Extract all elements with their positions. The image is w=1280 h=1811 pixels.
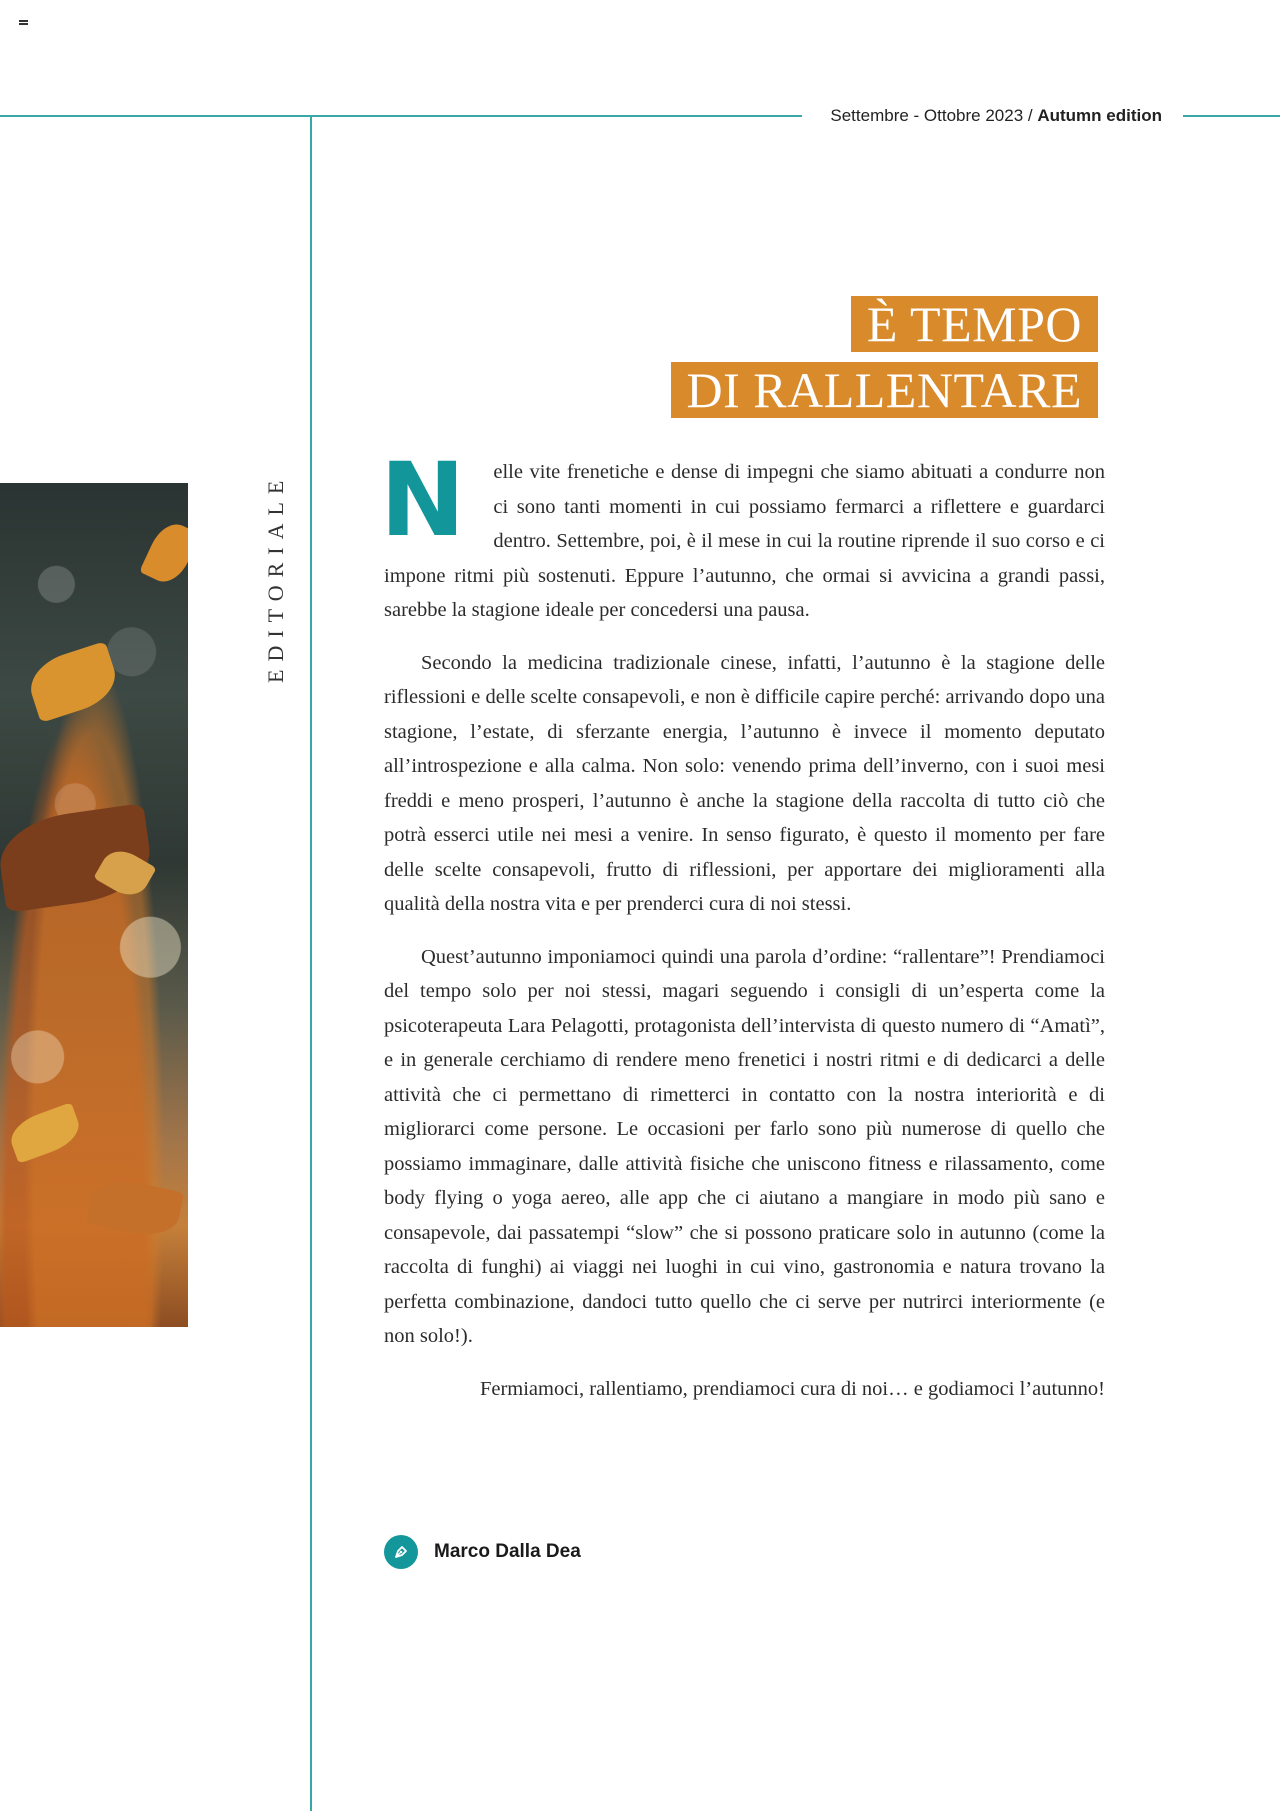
article-title bbox=[671, 296, 1099, 418]
pen-icon bbox=[384, 1535, 418, 1569]
edition-name: Autumn edition bbox=[1037, 106, 1162, 125]
header-rule-right bbox=[1183, 115, 1280, 117]
autumn-leaves-photo bbox=[0, 483, 188, 1327]
author-signature bbox=[384, 1535, 581, 1569]
edition-header bbox=[820, 104, 1172, 128]
paragraph-1 bbox=[380, 441, 1105, 628]
menu-icon[interactable] bbox=[19, 20, 28, 27]
header-rule-left bbox=[0, 115, 802, 117]
leaf-shape bbox=[139, 517, 188, 588]
leaf-shape bbox=[5, 1102, 84, 1164]
leaf-shape bbox=[23, 641, 123, 723]
paragraph-3: Quest’autunno imponiamoci quindi una parola d’ordine: “rallentare”! Prendiamoci del tempo solo per noi stessi, magari seguendo i consigli di un’esperta come la psicoterapeuta Lara Pelagotti, protagonista dell’intervista di questo numero di “Amatì”, e in generale cerchiamo di rendere meno frenetici i nostri ritmi e di dedicarci a delle attività che ci permettano di rimetterci in contatto con la nostra interiorità e di migliorarci come persone. Le occasioni per farlo sono più numerose di quello che possiamo immaginare, dalle attività fisiche che uniscono fitness e rilassamento, come body flying o yoga aereo, alle app che ci aiutano a mangiare in modo più sano e consapevole, dai passatempi “slow” che si possono praticare solo in autunno (come la raccolta di funghi) ai viaggi nei luoghi in cui vino, gastronomia e natura trovano la perfetta combinazione, dandoci tutto quello che ci serve per nutrirci interiormente (e non solo!). bbox=[384, 945, 1105, 1347]
drop-cap: N bbox=[380, 441, 464, 560]
column-divider bbox=[310, 115, 312, 1811]
section-label bbox=[263, 472, 288, 683]
section-label-text: EDITORIALE bbox=[263, 472, 288, 683]
title-line-1: È TEMPO bbox=[851, 296, 1098, 352]
paragraph-4: Fermiamoci, rallentiamo, prendiamoci cura di noi… e godiamoci l’autunno! bbox=[479, 1377, 1105, 1400]
title-line-2: DI RALLENTARE bbox=[671, 362, 1099, 418]
author-name: Marco Dalla Dea bbox=[434, 1541, 581, 1562]
edition-date: Settembre - Ottobre 2023 / bbox=[830, 106, 1033, 125]
paragraph-1-text: elle vite frenetiche e dense di impegni che siamo abituati a condurre non ci sono tanti momenti in cui possiamo fermarci a riflettere e guardarci dentro. Settembre, poi, è il mese in cui la routine riprende il suo corso e ci impone ritmi più sostenuti. Eppure l’autunno, che ormai si avvicina a grandi passi, sarebbe la stagione ideale per concedersi una pausa. bbox=[384, 461, 1105, 621]
paragraph-2: Secondo la medicina tradizionale cinese, infatti, l’autunno è la stagione delle riflessioni e delle scelte consapevoli, e non è difficile capire perché: arrivando dopo una stagione, l’estate, di sferzante energia, l’autunno è invece il momento deputato all’introspezione e alla calma. Non solo: venendo prima dell’inverno, con i suoi mesi freddi e meno prosperi, l’autunno è anche la stagione della raccolta di tutto ciò che potrà esserci utile nei mesi a venire. In senso figurato, è questo il momento per fare delle scelte consapevoli, frutto di riflessioni, per apportare dei miglioramenti alla qualità della nostra vita e per prenderci cura di noi stessi. bbox=[384, 651, 1105, 915]
leaf-shape bbox=[86, 1174, 184, 1242]
article-body bbox=[380, 441, 1105, 1424]
